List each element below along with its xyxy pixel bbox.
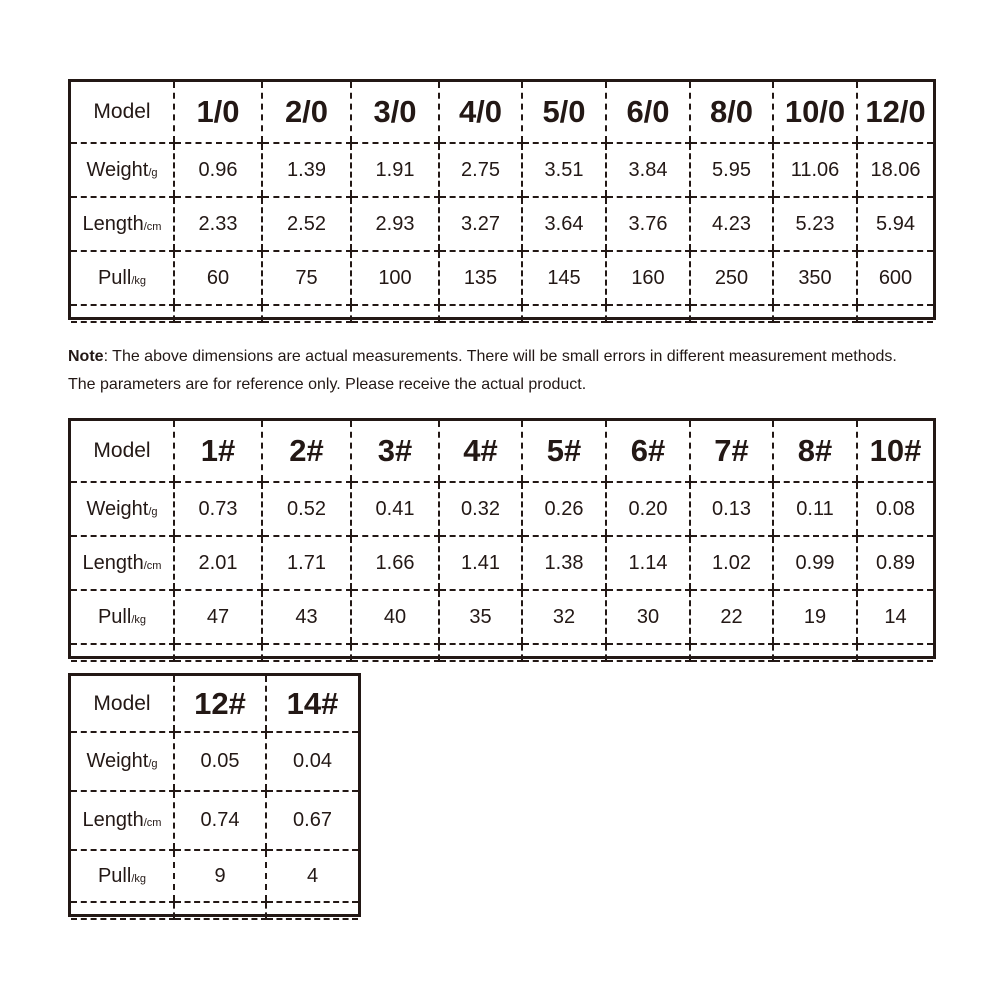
spacer-cell [174,902,266,919]
length-cell: 1.41 [439,536,522,590]
model-cell: 10# [857,421,933,482]
note-text-1: : The above dimensions are actual measurements. There will be small errors in different measurement methods. [103,348,897,365]
weight-label-text: Weight [86,158,149,181]
model-cell: 1/0 [174,82,262,143]
spacer-cell [857,644,933,661]
model-cell: 3# [351,421,439,482]
spec-table-3-grid [71,676,358,920]
weight-row [71,143,933,197]
pull-cell: 32 [522,590,606,644]
spec-table-2 [68,418,936,659]
model-cell: 12# [174,676,266,732]
pull-cell: 47 [174,590,262,644]
model-cell: 10/0 [773,82,857,143]
model-cell: 2# [262,421,351,482]
weight-row [71,732,358,791]
spacer-cell [262,305,351,322]
pull-cell: 160 [606,251,690,305]
length-label [71,197,174,251]
spacer-cell [71,305,174,322]
pull-row [71,850,358,902]
pull-cell: 600 [857,251,933,305]
model-row [71,421,933,482]
length-label [71,791,174,850]
weight-cell: 0.11 [773,482,857,536]
spacer-cell [351,305,439,322]
weight-cell: 0.08 [857,482,933,536]
weight-cell: 5.95 [690,143,773,197]
length-unit: /cm [143,817,162,829]
pull-label [71,251,174,305]
weight-cell: 0.41 [351,482,439,536]
pull-unit: /kg [131,613,147,626]
length-row [71,197,933,251]
length-cell: 1.02 [690,536,773,590]
spec-table-1-grid [71,82,933,323]
length-cell: 1.14 [606,536,690,590]
spacer-cell [71,644,174,661]
note-label: Note [68,348,104,365]
weight-unit: /g [148,166,158,179]
length-cell: 3.64 [522,197,606,251]
weight-cell: 0.26 [522,482,606,536]
pull-cell: 14 [857,590,933,644]
model-cell: 5/0 [522,82,606,143]
spacer-cell [690,305,773,322]
weight-cell: 0.13 [690,482,773,536]
model-cell: 1# [174,421,262,482]
length-row [71,791,358,850]
measurement-note [68,343,968,399]
note-line-2: The parameters are for reference only. Please receive the actual product. [68,376,587,393]
length-cell: 1.66 [351,536,439,590]
pull-unit: /kg [131,872,147,885]
pull-unit: /kg [131,274,147,287]
model-cell: 8/0 [690,82,773,143]
weight-row [71,482,933,536]
model-cell: 5# [522,421,606,482]
spacer-cell [522,305,606,322]
model-label: Model [71,82,174,143]
weight-cell: 0.04 [266,732,358,791]
spacer-cell [351,644,439,661]
length-cell: 2.01 [174,536,262,590]
length-cell: 0.89 [857,536,933,590]
spacer-row [71,305,933,322]
model-cell: 4# [439,421,522,482]
model-cell: 3/0 [351,82,439,143]
spacer-row [71,902,358,919]
length-cell: 3.76 [606,197,690,251]
weight-cell: 1.91 [351,143,439,197]
weight-cell: 1.39 [262,143,351,197]
model-cell: 7# [690,421,773,482]
length-unit: /cm [143,220,162,233]
weight-cell: 3.84 [606,143,690,197]
weight-label [71,143,174,197]
pull-label [71,590,174,644]
pull-label-text: Pull [97,864,132,887]
pull-cell: 100 [351,251,439,305]
spacer-cell [439,644,522,661]
weight-unit: /g [148,758,158,770]
weight-cell: 0.73 [174,482,262,536]
model-row [71,82,933,143]
pull-cell: 19 [773,590,857,644]
weight-cell: 0.05 [174,732,266,791]
length-label-text: Length [82,212,144,235]
weight-cell: 3.51 [522,143,606,197]
spec-table-1 [68,79,936,320]
spacer-cell [606,644,690,661]
pull-cell: 9 [174,850,266,902]
pull-cell: 145 [522,251,606,305]
spacer-cell [773,305,857,322]
length-row [71,536,933,590]
pull-cell: 4 [266,850,358,902]
spacer-cell [857,305,933,322]
note-line-1 [68,343,968,371]
spacer-cell [262,644,351,661]
weight-cell: 0.20 [606,482,690,536]
spacer-cell [773,644,857,661]
pull-label-text: Pull [97,605,132,628]
model-cell: 8# [773,421,857,482]
length-cell: 0.67 [266,791,358,850]
pull-cell: 43 [262,590,351,644]
model-label: Model [71,421,174,482]
model-cell: 12/0 [857,82,933,143]
weight-cell: 0.52 [262,482,351,536]
pull-cell: 75 [262,251,351,305]
length-cell: 2.52 [262,197,351,251]
weight-cell: 2.75 [439,143,522,197]
weight-label [71,732,174,791]
length-label-text: Length [82,809,144,831]
spacer-cell [174,305,262,322]
pull-cell: 135 [439,251,522,305]
spec-table-3 [68,673,361,917]
weight-cell: 0.96 [174,143,262,197]
spacer-cell [606,305,690,322]
pull-cell: 22 [690,590,773,644]
model-cell: 6/0 [606,82,690,143]
pull-label-text: Pull [97,266,132,289]
weight-unit: /g [148,505,158,518]
weight-cell: 0.32 [439,482,522,536]
model-cell: 6# [606,421,690,482]
length-label-text: Length [82,551,144,574]
pull-cell: 350 [773,251,857,305]
pull-cell: 250 [690,251,773,305]
model-row [71,676,358,732]
weight-cell: 11.06 [773,143,857,197]
pull-cell: 30 [606,590,690,644]
length-cell: 1.71 [262,536,351,590]
spacer-row [71,644,933,661]
spacer-cell [266,902,358,919]
spacer-cell [522,644,606,661]
length-cell: 1.38 [522,536,606,590]
weight-cell: 18.06 [857,143,933,197]
pull-cell: 60 [174,251,262,305]
length-cell: 0.74 [174,791,266,850]
spacer-cell [71,902,174,919]
model-label: Model [71,676,174,732]
length-unit: /cm [143,559,162,572]
length-cell: 3.27 [439,197,522,251]
length-cell: 5.23 [773,197,857,251]
length-cell: 0.99 [773,536,857,590]
weight-label-text: Weight [86,497,149,520]
model-cell: 2/0 [262,82,351,143]
length-cell: 2.93 [351,197,439,251]
length-cell: 2.33 [174,197,262,251]
length-cell: 4.23 [690,197,773,251]
spacer-cell [439,305,522,322]
model-cell: 4/0 [439,82,522,143]
pull-cell: 35 [439,590,522,644]
pull-cell: 40 [351,590,439,644]
spec-table-2-grid [71,421,933,662]
weight-label-text: Weight [86,750,149,772]
spacer-cell [174,644,262,661]
spacer-cell [690,644,773,661]
length-label [71,536,174,590]
model-cell: 14# [266,676,358,732]
weight-label [71,482,174,536]
pull-row [71,590,933,644]
length-cell: 5.94 [857,197,933,251]
pull-row [71,251,933,305]
pull-label [71,850,174,902]
